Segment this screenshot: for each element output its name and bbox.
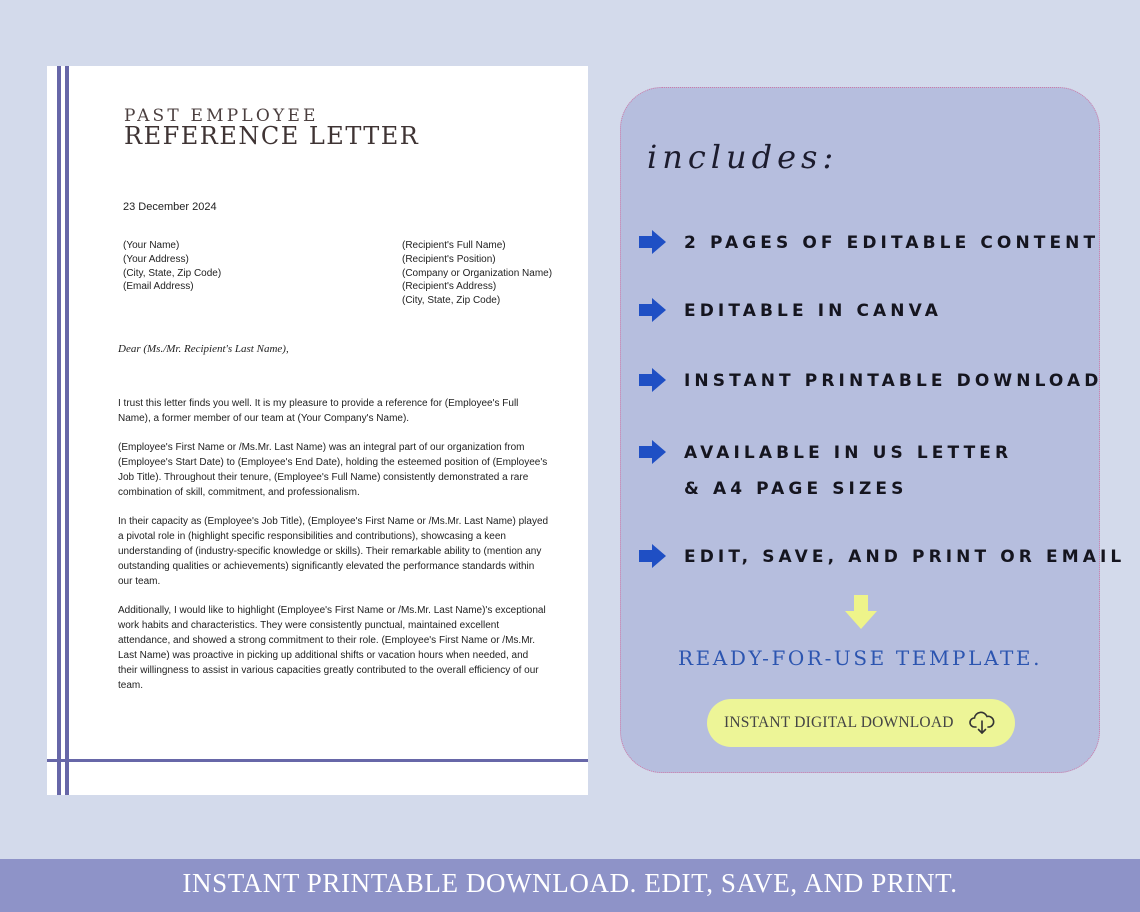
recipient-line: (Recipient's Full Name) — [402, 240, 506, 251]
body-paragraph: Additionally, I would like to highlight (Employee's First Name or /Ms.Mr. Last Name)'s exceptional work habits and characteristics. They were consistently punctual, maintained excellent attendance, and showed a strong commitment to their role. (Employee's First Name or /Ms.Mr. Last Name) was proactive in picking up additional shifts or vacation hours when needed, and their willingness to assist in various capacities greatly contributed to the overall efficiency of our team. — [118, 605, 546, 691]
left-border-bar — [65, 66, 69, 795]
recipient-line: (Recipient's Position) — [402, 253, 496, 265]
body-paragraph: In their capacity as (Employee's Job Title), (Employee's First Name or /Ms.Mr. Last Name) played a pivotal role in (highlight specific responsibilities and contributions), showcasing a keen understanding of (industry-specific knowledge or skills). Their remarkable ability to (mention any outstanding qualities or achievements) significantly elevated the performance standards within our team. — [118, 516, 549, 587]
arrow-right-icon — [639, 298, 666, 322]
letter-date: 23 December 2024 — [123, 201, 217, 213]
footer-text: INSTANT PRINTABLE DOWNLOAD. EDIT, SAVE, AND PRINT. — [182, 868, 958, 898]
body-paragraph: I trust this letter finds you well. It is my pleasure to provide a reference for (Employee's Full Name), a former member of our team at (Your Company's Name). — [118, 398, 519, 424]
sender-line: (Your Address) — [123, 253, 189, 265]
arrow-right-icon — [639, 230, 666, 254]
download-button-label: INSTANT DIGITAL DOWNLOAD — [724, 714, 954, 731]
letter-page — [47, 66, 588, 795]
feature-label: INSTANT PRINTABLE DOWNLOAD — [684, 371, 1103, 391]
includes-panel — [620, 87, 1126, 773]
arrow-down-icon — [845, 595, 877, 629]
arrow-right-icon — [639, 368, 666, 392]
bottom-border-bar — [47, 759, 588, 762]
sender-line: (City, State, Zip Code) — [123, 267, 222, 279]
instant-download-button[interactable] — [707, 699, 1015, 747]
sender-line: (Email Address) — [123, 281, 194, 293]
feature-label-line2: & A4 PAGE SIZES — [684, 479, 908, 499]
feature-label: 2 PAGES OF EDITABLE CONTENT — [684, 233, 1100, 253]
recipient-line: (City, State, Zip Code) — [402, 295, 501, 307]
letter-subtitle: PAST EMPLOYEE — [124, 106, 319, 126]
recipient-line: (Recipient's Address) — [402, 281, 497, 293]
feature-label: AVAILABLE IN US LETTER — [684, 443, 1013, 463]
letter-body — [118, 396, 550, 707]
includes-title: includes: — [647, 138, 839, 176]
recipient-address-block — [402, 239, 552, 308]
footer-banner — [0, 859, 1140, 912]
letter-title: REFERENCE LETTER — [124, 122, 420, 150]
arrow-right-icon — [639, 544, 666, 568]
letter-salutation: Dear (Ms./Mr. Recipient's Last Name), — [118, 343, 289, 355]
recipient-line: (Company or Organization Name) — [402, 267, 553, 279]
sender-address-block — [123, 239, 221, 294]
left-border-bar — [57, 66, 61, 795]
ready-for-use-text: READY-FOR-USE TEMPLATE. — [677, 646, 1043, 670]
feature-label: EDITABLE IN CANVA — [684, 301, 942, 321]
arrow-right-icon — [639, 440, 666, 464]
cloud-download-icon — [969, 711, 995, 735]
body-paragraph: (Employee's First Name or /Ms.Mr. Last Name) was an integral part of our organization from (Employee's Start Date) to (Employee's End Date), holding the esteemed position of (Employee's Job Title). Throughout their tenure, (Employee's Full Name) consistently demonstrated a rare combination of skill, commitment, and professionalism. — [118, 442, 548, 498]
feature-label: EDIT, SAVE, AND PRINT OR EMAIL — [684, 547, 1126, 567]
sender-line: (Your Name) — [123, 240, 180, 251]
